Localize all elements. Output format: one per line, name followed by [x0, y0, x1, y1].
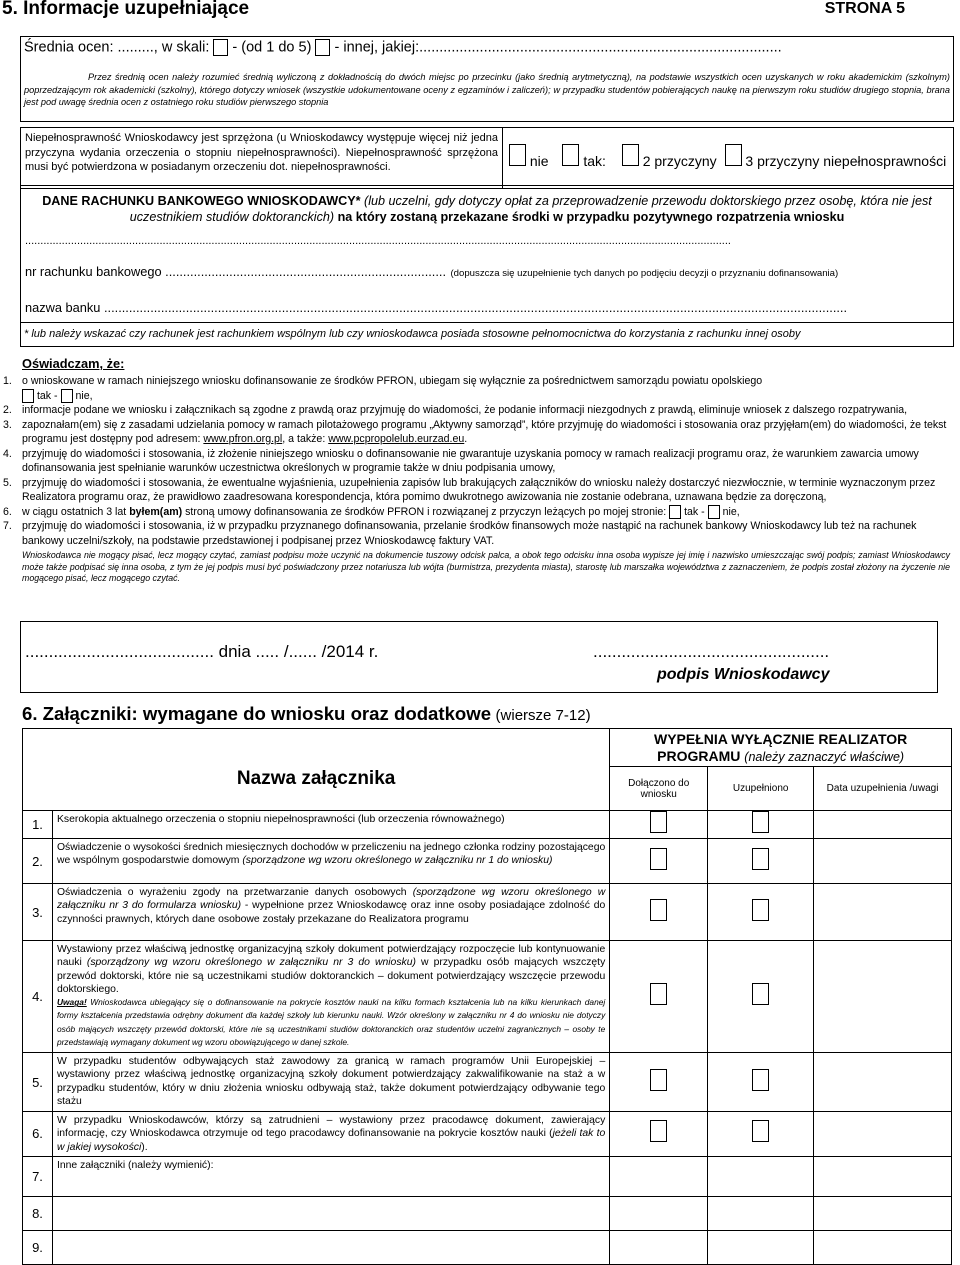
row-number: 2. — [23, 839, 53, 884]
col-name-text: Nazwa załącznika — [236, 767, 396, 789]
date-cell[interactable] — [814, 884, 952, 941]
declaration-item — [0, 505, 950, 520]
decl1-yes-label: tak - — [36, 389, 58, 402]
scale-1-5-checkbox[interactable] — [213, 39, 228, 56]
row6-text-b: ). — [141, 1141, 148, 1153]
date-cell[interactable] — [814, 941, 952, 1053]
row-text — [52, 941, 609, 1053]
average-label: Średnia ocen: ........., w skali: — [24, 39, 210, 56]
decl6-text-a: w ciągu ostatnich 3 lat — [22, 505, 130, 518]
date-cell[interactable] — [814, 839, 952, 884]
attachments-table — [22, 728, 952, 1265]
uwaga-text: Wnioskodawca ubiegający się o dofinansowanie na pokrycie kosztów nauki na kilku formach kształcenia lub na kilku kierunkach danej formy kształcenia przedstawia odrębny dokument dla każdej szkoły lub kierunku nauki. Wzór określony w załączniku nr 4 do wniosku nie dotyczy osób mających wszczęty przewód doktorski, które nie są uczestnikami studiów doktoranckich oraz studentów uczelni zagranicznych – osoby te przedstawiają wymagany dokument wg wzoru obowiązującego w danej szkole. — [56, 997, 606, 1048]
account-note: (dopuszcza się uzupełnienie tych danych po podjęciu decyzji o przyznaniu dofinansowania) — [450, 268, 839, 279]
declaration-item — [0, 418, 950, 447]
table-row — [23, 1196, 952, 1230]
disability-2-checkbox[interactable] — [622, 144, 639, 166]
col-completed-header: Uzupełniono — [708, 767, 814, 811]
disability-options — [509, 144, 946, 169]
declaration-text: o wnioskowane w ramach niniejszego wniosku dofinansowanie ze środków PFRON, ubiegam się wyłącznie za pośrednictwem samorządu powiatu opolskiego — [22, 375, 763, 387]
disability-2-label: 2 przyczyny — [642, 153, 717, 169]
row6-text-a: W przypadku Wnioskodawców, którzy są zatrudnieni – wystawiony przez pracodawcę dokument, zawierający informację, czy Wnioskodawca otrzymuje od tego pracodawcy dofinansowanie na pokrycie kosztów nauki ( — [56, 1115, 606, 1140]
date-cell[interactable] — [814, 1230, 952, 1264]
row3-italic: (sporządzone wg wzoru określonego w załączniku nr 3 do formularza wniosku) — [56, 887, 606, 912]
table-row — [23, 1230, 952, 1264]
bank-footnote: * lub należy wskazać czy rachunek jest rachunkiem wspólnym lub czy wnioskodawca posiada stosowne pełnomocnictwa do korzystania z rachunku innej osoby — [24, 328, 801, 340]
declaration-number: 6. — [3, 505, 12, 518]
date-cell[interactable] — [814, 1196, 952, 1230]
col-name-header — [23, 729, 610, 811]
row-number: 1. — [23, 811, 53, 839]
table-row — [23, 1156, 952, 1196]
row-text[interactable] — [52, 1196, 609, 1230]
row-text[interactable] — [52, 1230, 609, 1264]
attached-cell[interactable] — [610, 1196, 708, 1230]
bank-title-end: na który zostaną przekazane środki w przypadku pozytywnego rozpatrzenia wniosku — [337, 210, 845, 224]
attachments-subtitle: (wiersze 7-12) — [495, 707, 591, 724]
page-header — [0, 0, 960, 20]
attached-cell[interactable] — [610, 1156, 708, 1196]
row-number: 7. — [23, 1156, 53, 1196]
row-text: W przypadku studentów odbywających staż zawodowy za granicą w ramach programów Unii Europejskiej – wystawiony przez właściwą jednostkę organizacyjną szkoły dokument potwierdzający zakwalifikowanie na staż a w przypadku studentów, który w dniu złożenia wniosku odbywają staż, także dokument potwierdzający odbywanie tego stażu — [52, 1053, 609, 1112]
date-cell[interactable] — [814, 1053, 952, 1112]
completed-cell — [708, 941, 814, 1053]
completed-checkbox[interactable] — [752, 811, 769, 833]
completed-cell[interactable] — [708, 1156, 814, 1196]
completed-checkbox[interactable] — [752, 848, 769, 870]
row4-italic: (sporządzony wg wzoru określonego w załączniku nr 3 do wniosku) — [86, 957, 416, 969]
declaration-number: 2. — [3, 404, 12, 416]
date-cell[interactable] — [814, 1112, 952, 1157]
disability-no-label: nie — [529, 153, 549, 169]
decl1-yes-checkbox[interactable] — [22, 389, 34, 403]
decl3-text-c: . — [464, 433, 468, 445]
disability-yes-label: tak: — [583, 153, 606, 169]
decl6-no-label: nie, — [722, 505, 740, 518]
realizator-text-a: WYPEŁNIA WYŁĄCZNIE REALIZATOR — [653, 731, 908, 747]
declaration-item — [0, 476, 950, 505]
declarations-list — [0, 374, 950, 585]
bank-title-bold: DANE RACHUNKU BANKOWEGO WNIOSKODAWCY* — [42, 194, 361, 208]
bank-name-field[interactable]: nazwa banku ................................................................................................................................................................................................................. — [25, 300, 848, 315]
declaration-number: 7. — [3, 520, 12, 532]
row6-italic: jeżeli tak to w jakiej wysokości — [56, 1128, 606, 1153]
average-note: Przez średnią ocen należy rozumieć średnią wyliczoną z dokładnością do dwóch miejsc po przecinku (jako średnią arytmetyczną), na podstawie wszystkich ocen uzyskanych w roku akademickim (szkolnym) poprzedzającym rok akademicki (szkolny), którego dotyczy wniosek (wszystkie udokumentowane oceny z egzaminów i zaliczeń); w przypadku studentów pobierających naukę na pierwszym roku studiów drugiego stopnia, brana jest pod uwagę średnia ocen z ostatniego roku studiów pierwszego stopnia — [24, 72, 950, 107]
date-field[interactable]: ........................................ dnia ..... /...... /2014 r. — [25, 642, 379, 661]
declaration-item — [0, 519, 950, 548]
completed-checkbox[interactable] — [752, 899, 769, 921]
decl6-bold: byłem(am) — [129, 505, 183, 518]
pfron-link[interactable]: www.pfron.org.pl — [203, 433, 283, 445]
table-row — [23, 941, 952, 1053]
declaration-1-options — [22, 389, 950, 404]
account-line — [25, 263, 838, 281]
declaration-item — [0, 403, 950, 418]
account-number-field[interactable]: nr rachunku bankowego ............................................................................... — [25, 264, 447, 279]
table-row — [23, 1053, 952, 1112]
table-row — [23, 884, 952, 941]
completed-checkbox[interactable] — [752, 1069, 769, 1091]
attached-checkbox[interactable] — [650, 1120, 667, 1142]
table-row — [23, 811, 952, 839]
decl1-no-label: nie, — [75, 389, 93, 402]
completed-cell — [708, 1112, 814, 1157]
realizator-header — [610, 729, 952, 767]
declaration-text: informacje podane we wniosku i załącznikach są zgodne z prawdą oraz przyjmuję do wiadomości, że podanie informacji niezgodnych z prawdą, eliminuje wniosek z dalszego rozpatrywania, — [22, 404, 908, 416]
attached-cell — [610, 839, 708, 884]
row3-text-a: Oświadczenia o wyrażeniu zgody na przetwarzanie danych osobowych — [56, 887, 413, 898]
bank-section — [20, 185, 954, 347]
declaration-item — [0, 374, 950, 403]
attachments-title: 6. Załączniki: wymagane do wniosku oraz dodatkowe — [22, 703, 492, 724]
realizator-text-c: (należy zaznaczyć właściwe) — [744, 750, 905, 764]
attached-cell — [610, 884, 708, 941]
pcpr-link[interactable]: www.pcpropolelub.eurzad.eu — [328, 433, 465, 445]
bank-title-italic: (lub uczelni, gdy dotyczy opłat za przeprowadzenie przewodu doktorskiego przez osobę, która nie jest uczestnikiem studiów doktoranckich) — [129, 194, 932, 224]
row-text — [52, 884, 609, 941]
declaration-item — [0, 447, 950, 476]
row-number: 5. — [23, 1053, 53, 1112]
signature-section — [20, 621, 938, 693]
table-row — [23, 839, 952, 884]
decl6-no-checkbox[interactable] — [708, 505, 720, 519]
attached-cell — [610, 811, 708, 839]
disability-no-checkbox[interactable] — [509, 144, 526, 166]
disability-3-label: 3 przyczyny niepełnosprawności — [745, 153, 947, 169]
completed-checkbox[interactable] — [752, 983, 769, 1005]
row-text — [52, 1112, 609, 1157]
signature-label: podpis Wnioskodawcy — [657, 666, 830, 683]
declarations-title: Oświadczam, że: — [22, 356, 125, 371]
row-text — [52, 839, 609, 884]
row-text: Kserokopia aktualnego orzeczenia o stopniu niepełnosprawności (lub orzeczenia równoważnego) — [52, 811, 609, 839]
row3-text-b: - wypełnione przez Wnioskodawcę oraz inne osoby posiadające zdolność do czynności prawnych, których dane osobowe zostały przekazane do Realizatora programu — [56, 900, 606, 925]
declaration-number: 5. — [3, 476, 12, 489]
declaration-number: 4. — [3, 447, 12, 460]
attached-cell[interactable] — [610, 1230, 708, 1264]
decl3-text-b: , a także: — [282, 433, 329, 445]
decl6-yes-checkbox[interactable] — [669, 505, 681, 519]
signature-note: Wnioskodawca nie mogący pisać, lecz mogący czytać, zamiast podpisu może uczynić na dokumencie tuszowy odcisk palca, a obok tego odcisku inna osoba wypisze jej imię i nazwisko umieszczając swój podpis; zamiast Wnioskodawcy może także podpisać się inna osoba, z tym że jej podpis musi być poświadczony przez notariusza lub wójta (burmistrza, prezydenta miasta), starostę lub marszałka województwa z zaznaczeniem, że podpis został złożony na życzenie nie mogącego pisać, lecz mogącego czytać. — [22, 550, 950, 584]
attached-checkbox[interactable] — [650, 983, 667, 1005]
realizator-text-b: PROGRAMU — [657, 748, 741, 764]
row2-italic: (sporządzone wg wzoru określonego w załączniku nr 1 do wniosku) — [242, 855, 553, 867]
bank-dots: ....................................................................................................................................................................................................................................... — [25, 235, 731, 247]
declaration-text — [22, 418, 950, 447]
attachments-title-line — [22, 703, 591, 725]
row-number: 4. — [23, 941, 53, 1053]
declaration-text: przyjmuję do wiadomości i stosowania, iż w przypadku przyznanego dofinansowania, przelanie środków finansowych może nastąpić na rachunek bankowy Wnioskodawcy lub też na rachunek bankowy uczelni/szkoły, na podstawie przedstawionej i podpisanej przez Wnioskodawcę faktury VAT. — [22, 520, 917, 547]
attached-cell — [610, 1112, 708, 1157]
bank-title — [27, 193, 947, 225]
completed-cell — [708, 1053, 814, 1112]
decl6-text-b: stroną umowy dofinansowania ze środków PFRON i rozwiązanej z przyczyn leżących po mojej stronie: — [182, 505, 667, 518]
completed-cell — [708, 811, 814, 839]
decl3-text-a: zapoznałam(em) się z zasadami udzielania pomocy w ramach pilotażowego programu „Aktywny samorząd”, które przyjmuję do wiadomości i stosowania oraz przyjęłam(em) do wiadomości, że tekst programu jest dostępny pod adresem: — [22, 418, 947, 445]
completed-cell — [708, 839, 814, 884]
average-section — [20, 36, 954, 122]
col-attached-header: Dołączono do wniosku — [610, 767, 708, 811]
disability-section — [20, 127, 954, 189]
attached-checkbox[interactable] — [650, 899, 667, 921]
declaration-text: przyjmuję do wiadomości i stosowania, że ewentualne wyjaśnienia, uzupełnienia zapisów lub brakujących załączników do wniosku należy dostarczyć niezwłocznie, w terminie wyznaczonym przez Realizatora programu oraz, że prawidłowo zaadresowana korespondencja, która pomimo dwukrotnego awizowania nie zostanie odebrana, uznawana będzie za doręczoną, — [22, 476, 936, 503]
row-number: 8. — [23, 1196, 53, 1230]
declaration-text: przyjmuję do wiadomości i stosowania, iż złożenie niniejszego wniosku o dofinansowanie nie gwarantuje uzyskania pomocy w ramach realizacji programu oraz, że warunkiem zawarcia umowy dofinansowania jest spełnianie warunków uczestnictwa określonych w programie także w dniu podpisania umowy, — [22, 447, 919, 474]
declaration-number: 3. — [3, 418, 12, 431]
attached-checkbox[interactable] — [650, 848, 667, 870]
table-row — [23, 1112, 952, 1157]
signature-dots[interactable]: .................................................. — [593, 642, 830, 661]
disability-3-checkbox[interactable] — [725, 144, 742, 166]
row-number: 3. — [23, 884, 53, 941]
date-cell[interactable] — [814, 811, 952, 839]
section-title: 5. Informacje uzupełniające — [2, 0, 250, 19]
row-number: 9. — [23, 1230, 53, 1264]
uwaga-label: Uwaga! — [56, 997, 87, 1008]
date-cell[interactable] — [814, 1156, 952, 1196]
completed-checkbox[interactable] — [752, 1120, 769, 1142]
row-text[interactable]: Inne załączniki (należy wymienić): — [52, 1156, 609, 1196]
completed-cell[interactable] — [708, 1230, 814, 1264]
completed-cell[interactable] — [708, 1196, 814, 1230]
col-date-header: Data uzupełnienia /uwagi — [814, 767, 952, 811]
decl6-yes-label: tak - — [684, 505, 705, 518]
row-number: 6. — [23, 1112, 53, 1157]
scale-other-checkbox[interactable] — [315, 39, 330, 56]
disability-text: Niepełnosprawność Wnioskodawcy jest sprzężona (u Wnioskodawcy występuje więcej niż jedna przyczyna wydania orzeczenia o stopniu niepełnosprawności). Niepełnosprawność sprzężona musi być potwierdzona w posiadanym orzeczeniu dot. niepełnosprawności. — [21, 128, 503, 188]
attached-cell — [610, 941, 708, 1053]
row2-text-a: Oświadczenie o wysokości średnich miesięcznych dochodów w przeliczeniu na jednego członka rodziny pozostającego we wspólnym gospodarstwie domowym — [56, 842, 606, 867]
declaration-number: 1. — [3, 375, 12, 387]
average-line — [24, 39, 782, 56]
row4-text-a: Wystawiony przez właściwą jednostkę organizacyjną szkoły dokument potwierdzający rozpoczęcie lub kontynuowanie nauki — [56, 944, 606, 969]
scale-other-label: - innej, jakiej:.......................................................................................... — [334, 39, 782, 56]
attached-checkbox[interactable] — [650, 811, 667, 833]
disability-yes-checkbox[interactable] — [562, 144, 579, 166]
attached-cell — [610, 1053, 708, 1112]
scale-1-5-label: - (od 1 do 5) — [232, 39, 312, 56]
table-header-row — [23, 729, 952, 767]
page-number: STRONA 5 — [824, 0, 905, 17]
row4-text-b: w przypadku osób mających wszczęty przewód doktorski, które nie są uczestnikami studiów doktoranckich – dokument potwierdzający wszczęcie przewodu doktorskiego. — [56, 957, 606, 995]
completed-cell — [708, 884, 814, 941]
decl1-no-checkbox[interactable] — [61, 389, 73, 403]
attached-checkbox[interactable] — [650, 1069, 667, 1091]
declaration-text — [22, 505, 950, 520]
